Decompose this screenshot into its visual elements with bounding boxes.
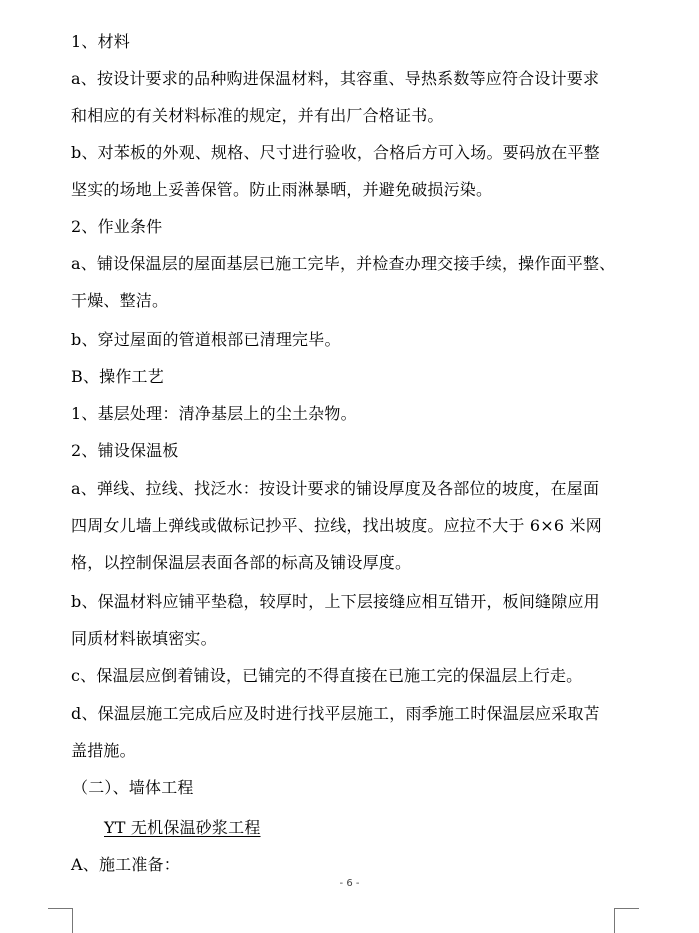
paragraph-line: 四周女儿墙上弹线或做标记抄平、拉线，找出坡度。应拉不大于 6×6 米网 [71,516,602,535]
page-number: - 6 - [339,878,360,889]
paragraph-line: a、按设计要求的品种购进保温材料，其容重、导热系数等应符合设计要求 [71,69,600,88]
section-heading-laying-boards: 2、铺设保温板 [71,441,179,460]
paragraph-line: b、穿过屋面的管道根部已清理完毕。 [71,330,341,349]
paragraph-line: 盖措施。 [71,741,136,760]
crop-mark-left [48,908,73,933]
paragraph-line: 和相应的有关材料标准的规定，并有出厂合格证书。 [71,106,444,125]
section-heading-work-conditions: 2、作业条件 [71,217,163,236]
paragraph-line: b、保温材料应铺平垫稳，较厚时，上下层接缝应相互错开，板间缝隙应用 [71,592,600,611]
crop-mark-right [614,908,639,933]
paragraph-line: 格，以控制保温层表面各部的标高及铺设厚度。 [71,553,412,572]
paragraph-line: 干燥、整洁。 [71,291,169,310]
paragraph-line: 同质材料嵌填密实。 [71,629,217,648]
paragraph-line: 坚实的场地上妥善保管。防止雨淋暴晒，并避免破损污染。 [71,180,493,199]
section-heading-process: B、操作工艺 [71,367,164,386]
section-heading-wall-works: （二）、墙体工程 [72,778,194,797]
section-heading-materials: 1、材料 [71,32,130,51]
paragraph-line: 1、基层处理：清净基层上的尘土杂物。 [71,404,357,423]
paragraph-line: a、铺设保温层的屋面基层已施工完毕，并检查办理交接手续，操作面平整、 [71,254,616,273]
paragraph-line: c、保温层应倒着铺设，已铺完的不得直接在已施工完的保温层上行走。 [71,666,583,685]
paragraph-line: d、保温层施工完成后应及时进行找平层施工，雨季施工时保温层应采取苫 [71,704,600,723]
paragraph-line: a、弹线、拉线、找泛水：按设计要求的铺设厚度及各部位的坡度，在屋面 [71,479,600,498]
section-heading-preparation: A、施工准备： [71,855,180,874]
paragraph-line: b、对苯板的外观、规格、尺寸进行验收，合格后方可入场。要码放在平整 [71,143,600,162]
subtitle-mortar-works: YT 无机保温砂浆工程 [104,818,261,837]
